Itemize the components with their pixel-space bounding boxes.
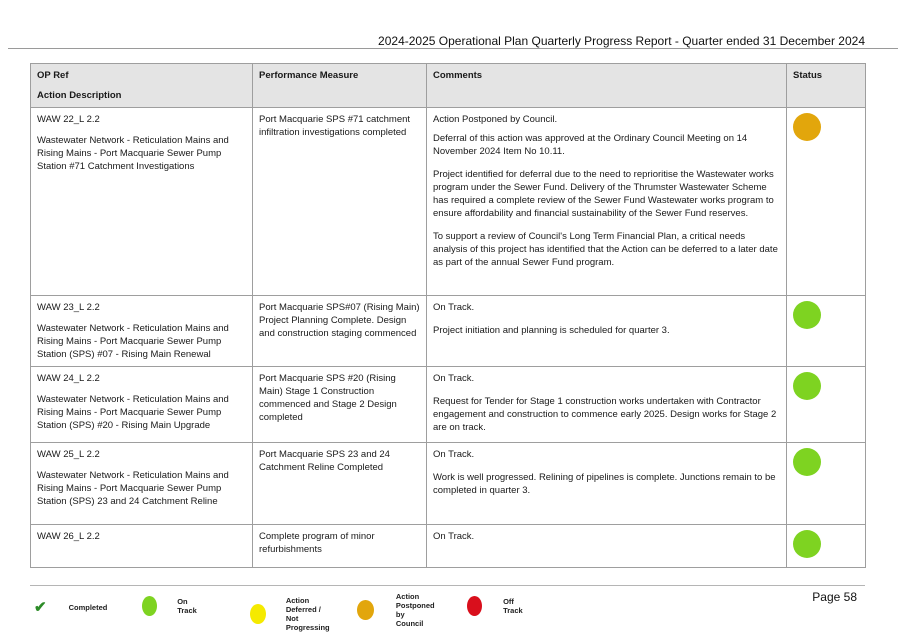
comments-cell: [427, 443, 787, 525]
status-cell: [787, 525, 866, 568]
legend-on-track: [142, 596, 202, 616]
legend-off-track: [467, 596, 528, 616]
page-number: Page 58: [812, 590, 857, 604]
comments-cell: [427, 296, 787, 367]
action-description: Wastewater Network - Reticulation Mains and Rising Mains - Port Macquarie Sewer Pump Station (SPS) #20 - Rising Main Upgrade: [37, 394, 229, 431]
op-ref: WAW 23_L 2.2: [37, 302, 100, 313]
comment-text: Request for Tender for Stage 1 construction works undertaken with Contractor engagement and construction to commence early 2025. Design works for Stage 2 are on track.: [433, 396, 777, 433]
op-ref-cell: [31, 108, 253, 296]
legend-label-line: Action: [395, 592, 420, 601]
column-header-status: Status: [787, 64, 866, 108]
comment-text: Work is well progressed. Relining of pipelines is complete. Junctions remain to be completed in quarter 3.: [433, 472, 776, 496]
comment-text: Project identified for deferral due to the need to reprioritise the Wastewater works program under the Sewer Fund. Delivery of the Thrumster Wastewater Scheme has required a complete review of the Sewer Fund Wastewater works program to ensure affordability and financial sustainability of the Sewer Fund reserves.: [433, 169, 774, 219]
status-cell: [787, 367, 866, 443]
op-ref-cell: [31, 525, 253, 568]
comments-cell: [427, 525, 787, 568]
legend-completed: [34, 598, 107, 616]
comment-text: Project initiation and planning is scheduled for quarter 3.: [433, 325, 670, 336]
action-description: Wastewater Network - Reticulation Mains and Rising Mains - Port Macquarie Sewer Pump Station (SPS) #07 - Rising Main Renewal: [37, 323, 229, 360]
table-header-row: [31, 64, 866, 108]
action-description: Wastewater Network - Reticulation Mains and Rising Mains - Port Macquarie Sewer Pump Station (SPS) 23 and 24 Catchment Reline: [37, 470, 229, 507]
status-indicator-on-track: [793, 448, 821, 476]
legend-label-line: Postponed by: [395, 601, 435, 619]
status-indicator-on-track: [793, 372, 821, 400]
comment-text: On Track.: [433, 302, 475, 313]
op-ref-cell: [31, 367, 253, 443]
performance-measure: Complete program of minor refurbishments: [253, 525, 427, 568]
legend-label: Off Track: [503, 597, 523, 615]
table-row: [31, 367, 866, 443]
op-ref: WAW 22_L 2.2: [37, 114, 100, 125]
table-row: [31, 443, 866, 525]
op-ref: WAW 26_L 2.2: [37, 531, 100, 542]
report-title: 2024-2025 Operational Plan Quarterly Progress Report - Quarter ended 31 December 2024: [378, 34, 865, 48]
op-ref-cell: [31, 443, 253, 525]
on-track-dot-icon: [142, 596, 157, 616]
postponed-dot-icon: [357, 600, 374, 620]
status-cell: [787, 108, 866, 296]
performance-measure: Port Macquarie SPS #71 catchment infiltration investigations completed: [253, 108, 427, 296]
comment-text: On Track.: [433, 449, 475, 460]
comment-text: To support a review of Council's Long Term Financial Plan, a critical needs analysis of this project has identified that the Action can be deferred to a later date as part of the annual Sewer Fund program.: [433, 231, 778, 268]
table-row: [31, 296, 866, 367]
legend-label-line: Not Progressing: [285, 614, 330, 632]
op-ref: WAW 24_L 2.2: [37, 373, 100, 384]
column-header-comments: Comments: [427, 64, 787, 108]
header-divider: [8, 48, 898, 49]
off-track-dot-icon: [467, 596, 482, 616]
legend-label-line: Council: [395, 619, 424, 628]
action-description-header: Action Description: [37, 90, 122, 101]
progress-table: [30, 63, 866, 568]
table-row: [31, 525, 866, 568]
column-header-performance-measure: Performance Measure: [253, 64, 427, 108]
comments-cell: [427, 367, 787, 443]
legend-label: [286, 596, 334, 632]
legend-postponed: [357, 592, 438, 628]
check-icon: ✔: [34, 599, 47, 616]
legend-label: Completed: [68, 602, 108, 612]
performance-measure: Port Macquarie SPS #20 (Rising Main) Stage 1 Construction commenced and Stage 2 Design completed: [253, 367, 427, 443]
table-row: [31, 108, 866, 296]
status-indicator-on-track: [793, 530, 821, 558]
status-cell: [787, 296, 866, 367]
deferred-dot-icon: [250, 604, 266, 624]
comment-text: Action Postponed by Council.: [433, 114, 558, 125]
comment-text: On Track.: [433, 531, 475, 542]
footer-divider: [30, 585, 865, 586]
legend-deferred: [250, 596, 334, 632]
status-indicator-on-track: [793, 301, 821, 329]
op-ref-cell: [31, 296, 253, 367]
performance-measure: Port Macquarie SPS#07 (Rising Main) Project Planning Complete. Design and construction staging commenced: [253, 296, 427, 367]
performance-measure: Port Macquarie SPS 23 and 24 Catchment Reline Completed: [253, 443, 427, 525]
comments-cell: [427, 108, 787, 296]
comment-text: Deferral of this action was approved at the Ordinary Council Meeting on 14 November 2024 Item No 10.11.: [433, 133, 748, 157]
action-description: Wastewater Network - Reticulation Mains and Rising Mains - Port Macquarie Sewer Pump Station #71 Catchment Investigations: [37, 135, 229, 172]
legend-label-line: Action Deferred /: [285, 596, 321, 614]
status-cell: [787, 443, 866, 525]
op-ref-header: OP Ref: [37, 70, 69, 81]
op-ref: WAW 25_L 2.2: [37, 449, 100, 460]
legend-label: On Track: [177, 597, 197, 615]
legend-label: [396, 592, 438, 628]
status-indicator-postponed: [793, 113, 821, 141]
comment-text: On Track.: [433, 373, 475, 384]
column-header-op-ref: [31, 64, 253, 108]
